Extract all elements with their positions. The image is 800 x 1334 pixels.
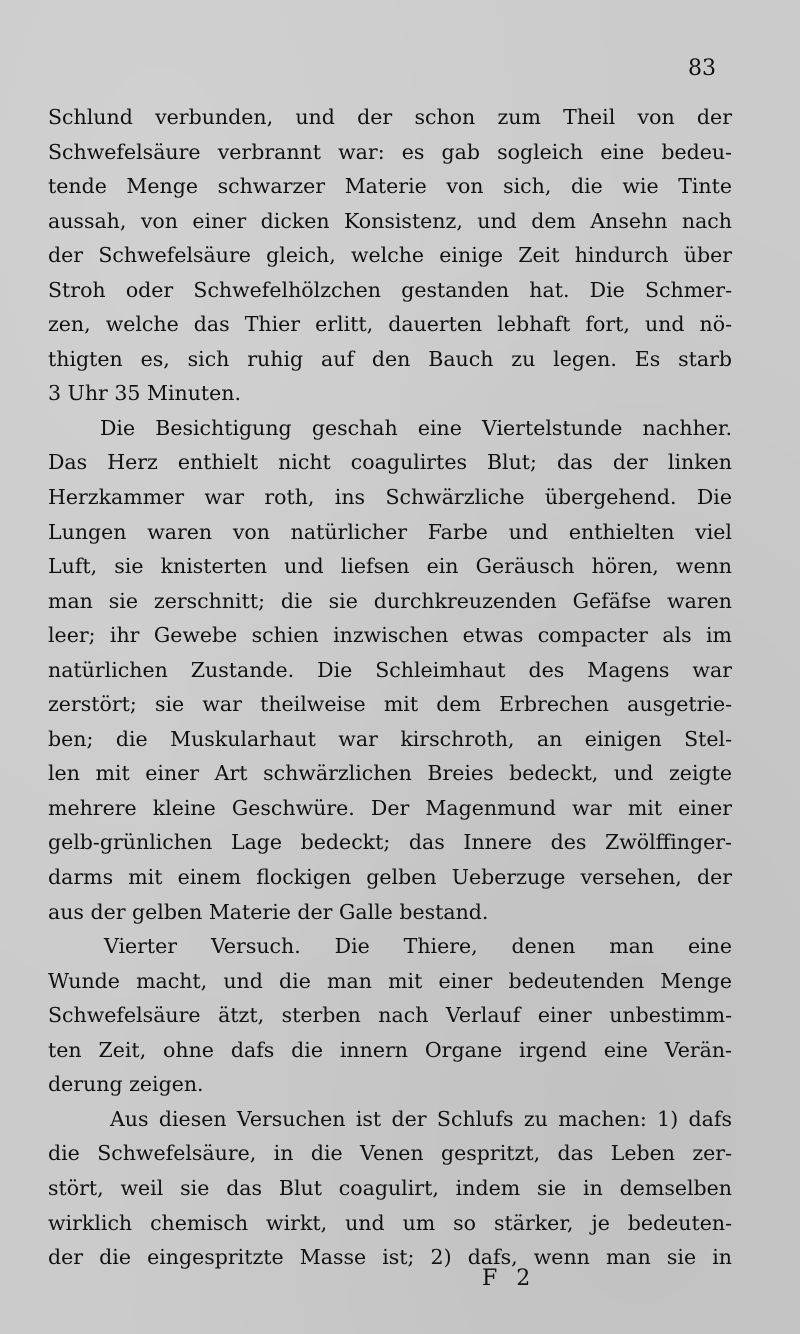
text-line: Die Besichtigung geschah eine Viertelstunde nachher. — [100, 415, 732, 440]
text-line: man sie zerschnitt; die sie durchkreuzenden Gefäfse waren — [48, 588, 732, 613]
text-line: derung zeigen. — [48, 1072, 204, 1097]
text-line: Stroh oder Schwefelhölzchen gestanden hat. Die Schmer- — [48, 277, 732, 302]
text-line: Schwefelsäure ätzt, sterben nach Verlauf einer unbestimm- — [48, 1003, 732, 1028]
text-line: zen, welche das Thier erlitt, dauerten lebhaft fort, und nö- — [48, 312, 732, 337]
text-line: stört, weil sie das Blut coagulirt, indem sie in demselben — [48, 1175, 732, 1200]
text-line: 3 Uhr 35 Minuten. — [48, 381, 241, 406]
text-line: aus der gelben Materie der Galle bestand. — [48, 899, 489, 924]
text-line: ten Zeit, ohne dafs die innern Organe irgend eine Verän- — [48, 1037, 732, 1062]
text-line: thigten es, sich ruhig auf den Bauch zu legen. Es starb — [48, 346, 732, 371]
text-line: Aus diesen Versuchen ist der Schlufs zu machen: 1) dafs — [110, 1106, 732, 1131]
text-line: leer; ihr Gewebe schien inzwischen etwas compacter als im — [48, 623, 732, 648]
text-line: len mit einer Art schwärzlichen Breies bedeckt, und zeigte — [48, 761, 732, 786]
text-line: Lungen waren von natürlicher Farbe und enthielten viel — [48, 519, 732, 544]
text-line: Herzkammer war roth, ins Schwärzliche übergehend. Die — [48, 485, 732, 510]
text-line: aussah, von einer dicken Konsistenz, und dem Ansehn nach — [48, 208, 732, 233]
text-line: wirklich chemisch wirkt, und um so stärker, je bedeuten- — [48, 1210, 732, 1235]
text-line: Schwefelsäure verbrannt war: es gab sogleich eine bedeu- — [48, 139, 732, 164]
text-line: der Schwefelsäure gleich, welche einige Zeit hindurch über — [48, 243, 732, 268]
text-line: zerstört; sie war theilweise mit dem Erbrechen ausgetrie- — [48, 692, 732, 717]
text-line: der die eingespritzte Masse ist; 2) dafs, wenn man sie in — [48, 1245, 732, 1270]
printer-signature: F 2 — [482, 1266, 537, 1291]
text-line: mehrere kleine Geschwüre. Der Magenmund war mit einer — [48, 795, 732, 820]
text-line: Wunde macht, und die man mit einer bedeutenden Menge — [48, 968, 732, 993]
page-number: 83 — [688, 56, 716, 81]
text-line: tende Menge schwarzer Materie von sich, die wie Tinte — [48, 174, 732, 199]
text-line: die Schwefelsäure, in die Venen gespritzt, das Leben zer- — [48, 1141, 732, 1166]
text-line: Vierter Versuch. Die Thiere, denen man eine — [104, 934, 732, 959]
text-line: natürlichen Zustande. Die Schleimhaut des Magens war — [48, 657, 732, 682]
text-line: Schlund verbunden, und der schon zum Theil von der — [48, 105, 732, 129]
text-line: Das Herz enthielt nicht coagulirtes Blut; das der linken — [48, 450, 732, 475]
body-text — [48, 100, 732, 1275]
text-line: gelb-grünlichen Lage bedeckt; das Innere des Zwölffinger- — [48, 830, 732, 855]
text-line: Luft, sie knisterten und liefsen ein Geräusch hören, wenn — [48, 554, 732, 579]
text-line: ben; die Muskularhaut war kirschroth, an einigen Stel- — [48, 726, 732, 751]
text-line: darms mit einem flockigen gelben Ueberzuge versehen, der — [48, 865, 732, 890]
